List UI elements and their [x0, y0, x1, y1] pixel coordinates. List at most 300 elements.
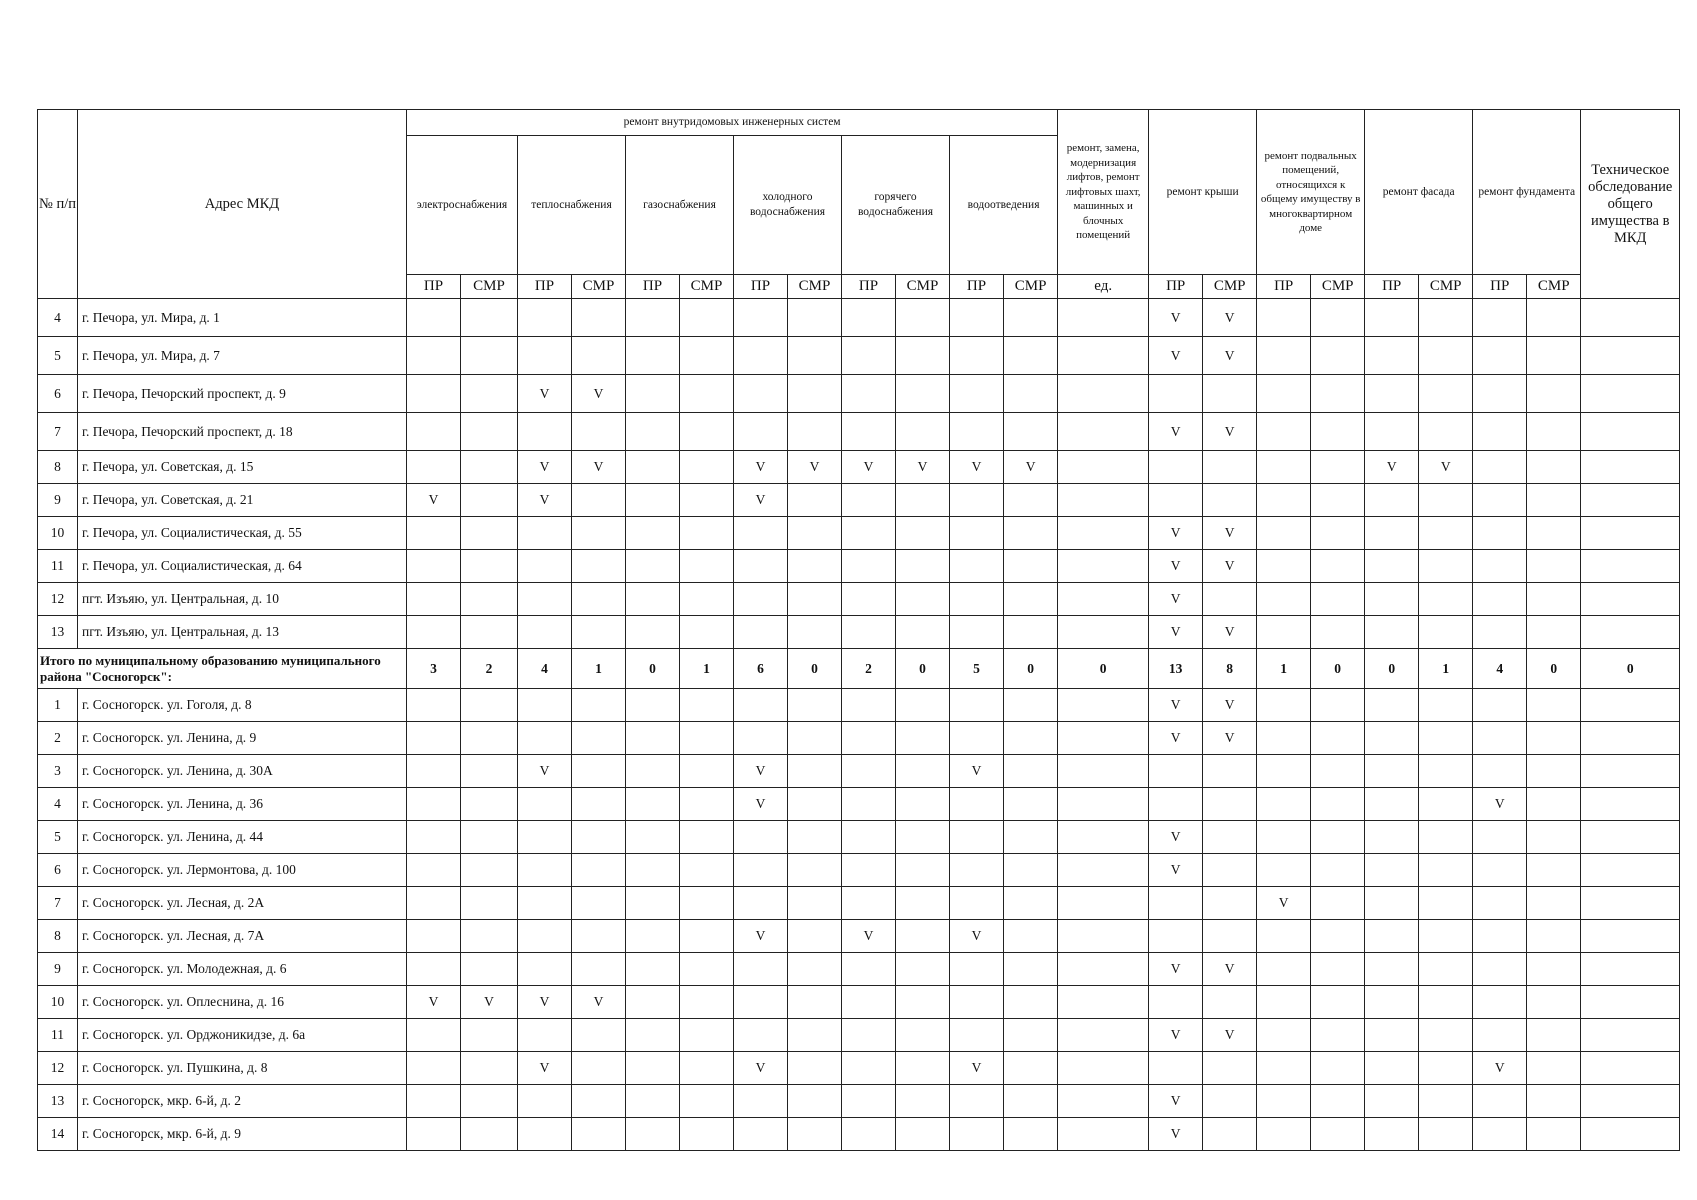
cell-mark: [626, 788, 680, 821]
cell-mark: [1473, 1085, 1527, 1118]
cell-mark: V: [734, 920, 788, 953]
table-row: [38, 953, 1680, 986]
table-row: [38, 517, 1680, 550]
cell-mark: [1473, 755, 1527, 788]
cell-mark: [1419, 1118, 1473, 1151]
cell-mark: [896, 616, 950, 649]
cell-mark: [1311, 413, 1365, 451]
row-number: 1: [38, 689, 78, 722]
subheader-pr: ПР: [407, 275, 461, 299]
cell-mark: [407, 375, 461, 413]
cell-mark: [1419, 1052, 1473, 1085]
row-address: г. Печора, Печорский проспект, д. 18: [78, 413, 407, 451]
cell-mark: [734, 821, 788, 854]
cell-mark: [572, 299, 626, 337]
cell-mark: [734, 986, 788, 1019]
cell-mark: [1257, 616, 1311, 649]
total-value: 3: [407, 649, 461, 689]
cell-mark: [788, 953, 842, 986]
cell-mark: [1058, 788, 1149, 821]
cell-mark: [1419, 722, 1473, 755]
cell-mark: [518, 689, 572, 722]
cell-mark: [1004, 616, 1058, 649]
cell-mark: [1581, 854, 1680, 887]
cell-mark: [626, 299, 680, 337]
header-inspection: Техническое обследование общего имущества в МКД: [1581, 110, 1680, 299]
cell-mark: V: [1203, 413, 1257, 451]
cell-mark: [1419, 986, 1473, 1019]
cell-mark: [896, 722, 950, 755]
row-number: 4: [38, 299, 78, 337]
cell-mark: [1149, 451, 1203, 484]
cell-mark: V: [1419, 451, 1473, 484]
cell-mark: [788, 583, 842, 616]
cell-mark: [788, 788, 842, 821]
cell-mark: [1419, 375, 1473, 413]
cell-mark: [626, 1085, 680, 1118]
cell-mark: [842, 788, 896, 821]
cell-mark: [1257, 337, 1311, 375]
cell-mark: [407, 583, 461, 616]
total-value: 1: [1419, 649, 1473, 689]
cell-mark: [1581, 451, 1680, 484]
cell-mark: [1419, 583, 1473, 616]
cell-mark: V: [734, 755, 788, 788]
cell-mark: [896, 484, 950, 517]
cell-mark: V: [1004, 451, 1058, 484]
subheader-pr: ПР: [1149, 275, 1203, 299]
cell-mark: V: [518, 484, 572, 517]
cell-mark: [572, 550, 626, 583]
row-number: 10: [38, 517, 78, 550]
cell-mark: [518, 616, 572, 649]
subheader-pr: ПР: [1365, 275, 1419, 299]
cell-mark: [1257, 755, 1311, 788]
cell-mark: [572, 788, 626, 821]
cell-mark: [1004, 722, 1058, 755]
cell-mark: [461, 337, 518, 375]
cell-mark: [461, 854, 518, 887]
cell-mark: [896, 517, 950, 550]
cell-mark: [1527, 788, 1581, 821]
cell-mark: [407, 788, 461, 821]
cell-mark: [680, 337, 734, 375]
cell-mark: [1203, 854, 1257, 887]
cell-mark: [1257, 583, 1311, 616]
cell-mark: V: [572, 986, 626, 1019]
cell-mark: [1581, 583, 1680, 616]
subheader-pr: ПР: [626, 275, 680, 299]
cell-mark: V: [1149, 821, 1203, 854]
cell-mark: [896, 413, 950, 451]
cell-mark: [788, 517, 842, 550]
cell-mark: [788, 821, 842, 854]
cell-mark: [1203, 583, 1257, 616]
cell-mark: [572, 484, 626, 517]
cell-mark: [1419, 953, 1473, 986]
cell-mark: [1473, 413, 1527, 451]
cell-mark: [788, 616, 842, 649]
cell-mark: [1004, 986, 1058, 1019]
cell-mark: [950, 722, 1004, 755]
cell-mark: [950, 788, 1004, 821]
cell-mark: [1058, 517, 1149, 550]
cell-mark: [842, 854, 896, 887]
cell-mark: [950, 1019, 1004, 1052]
cell-mark: [896, 375, 950, 413]
cell-mark: V: [461, 986, 518, 1019]
cell-mark: [626, 986, 680, 1019]
cell-mark: [572, 517, 626, 550]
cell-mark: [788, 413, 842, 451]
row-address: г. Печора, Печорский проспект, д. 9: [78, 375, 407, 413]
cell-mark: V: [1257, 887, 1311, 920]
cell-mark: [1365, 484, 1419, 517]
cell-mark: [1311, 788, 1365, 821]
cell-mark: V: [734, 788, 788, 821]
cell-mark: [407, 550, 461, 583]
row-number: 11: [38, 1019, 78, 1052]
cell-mark: [1058, 1118, 1149, 1151]
cell-mark: [626, 1118, 680, 1151]
cell-mark: [950, 375, 1004, 413]
table-row: [38, 337, 1680, 375]
cell-mark: [1365, 887, 1419, 920]
cell-mark: [407, 920, 461, 953]
cell-mark: [680, 986, 734, 1019]
cell-mark: [1004, 375, 1058, 413]
cell-mark: [680, 821, 734, 854]
cell-mark: [461, 953, 518, 986]
cell-mark: [1058, 1019, 1149, 1052]
cell-mark: [572, 953, 626, 986]
cell-mark: [1581, 1085, 1680, 1118]
total-value: 0: [626, 649, 680, 689]
total-label: Итого по муниципальному образованию муниципального района "Сосногорск":: [38, 649, 407, 689]
total-value: 5: [950, 649, 1004, 689]
cell-mark: [407, 1052, 461, 1085]
row-number: 8: [38, 920, 78, 953]
cell-mark: [1149, 920, 1203, 953]
cell-mark: [461, 1085, 518, 1118]
cell-mark: [680, 616, 734, 649]
cell-mark: [1203, 1085, 1257, 1118]
header-hot-water: горячего водоснабжения: [842, 136, 950, 275]
table-row: [38, 887, 1680, 920]
cell-mark: [680, 722, 734, 755]
row-number: 2: [38, 722, 78, 755]
cell-mark: [518, 854, 572, 887]
cell-mark: [407, 517, 461, 550]
cell-mark: [1058, 583, 1149, 616]
cell-mark: [626, 413, 680, 451]
cell-mark: [1473, 337, 1527, 375]
cell-mark: V: [518, 986, 572, 1019]
cell-mark: [1473, 451, 1527, 484]
cell-mark: [1311, 920, 1365, 953]
cell-mark: [842, 689, 896, 722]
cell-mark: [518, 722, 572, 755]
cell-mark: [1581, 550, 1680, 583]
row-address: г. Сосногорск. ул. Пушкина, д. 8: [78, 1052, 407, 1085]
cell-mark: [788, 1052, 842, 1085]
cell-mark: [896, 1118, 950, 1151]
cell-mark: [788, 484, 842, 517]
total-value: 1: [572, 649, 626, 689]
total-value: 0: [1365, 649, 1419, 689]
cell-mark: [461, 583, 518, 616]
cell-mark: [1473, 517, 1527, 550]
cell-mark: [1004, 689, 1058, 722]
cell-mark: [1311, 299, 1365, 337]
cell-mark: V: [407, 986, 461, 1019]
cell-mark: [950, 550, 1004, 583]
cell-mark: [1419, 337, 1473, 375]
cell-mark: [1058, 854, 1149, 887]
subheader-smr: СМР: [680, 275, 734, 299]
cell-mark: [518, 953, 572, 986]
header-foundation: ремонт фундамента: [1473, 110, 1581, 275]
cell-mark: [950, 484, 1004, 517]
cell-mark: [950, 821, 1004, 854]
cell-mark: V: [1473, 1052, 1527, 1085]
table-row: [38, 413, 1680, 451]
table-row: [38, 920, 1680, 953]
cell-mark: V: [1149, 583, 1203, 616]
header-lifts: ремонт, замена, модернизация лифтов, ремонт лифтовых шахт, машинных и блочных помещений: [1058, 110, 1149, 275]
cell-mark: [1365, 375, 1419, 413]
cell-mark: [1058, 484, 1149, 517]
cell-mark: [842, 550, 896, 583]
cell-mark: [734, 517, 788, 550]
cell-mark: [680, 1118, 734, 1151]
cell-mark: [788, 1118, 842, 1151]
cell-mark: [1004, 550, 1058, 583]
cell-mark: [680, 1019, 734, 1052]
cell-mark: [896, 550, 950, 583]
cell-mark: [461, 299, 518, 337]
cell-mark: [407, 451, 461, 484]
cell-mark: V: [842, 451, 896, 484]
cell-mark: [842, 583, 896, 616]
cell-mark: [461, 616, 518, 649]
table-row: [38, 1118, 1680, 1151]
cell-mark: [1419, 755, 1473, 788]
cell-mark: [1149, 755, 1203, 788]
cell-mark: [1004, 517, 1058, 550]
cell-mark: [788, 689, 842, 722]
cell-mark: [1311, 484, 1365, 517]
cell-mark: [1004, 1052, 1058, 1085]
cell-mark: [1149, 484, 1203, 517]
table-row: [38, 616, 1680, 649]
cell-mark: [842, 953, 896, 986]
cell-mark: V: [1203, 517, 1257, 550]
cell-mark: [1203, 986, 1257, 1019]
cell-mark: [1527, 722, 1581, 755]
cell-mark: [1527, 920, 1581, 953]
cell-mark: [896, 755, 950, 788]
cell-mark: [1004, 583, 1058, 616]
cell-mark: [680, 299, 734, 337]
row-address: г. Сосногорск. ул. Ленина, д. 9: [78, 722, 407, 755]
total-value: 0: [1311, 649, 1365, 689]
cell-mark: [1004, 920, 1058, 953]
row-address: г. Сосногорск. ул. Лермонтова, д. 100: [78, 854, 407, 887]
cell-mark: [842, 484, 896, 517]
total-value: 0: [896, 649, 950, 689]
cell-mark: [1527, 755, 1581, 788]
cell-mark: [1311, 887, 1365, 920]
cell-mark: [680, 887, 734, 920]
cell-mark: [1004, 953, 1058, 986]
cell-mark: [1419, 887, 1473, 920]
cell-mark: [1473, 375, 1527, 413]
cell-mark: [1257, 1085, 1311, 1118]
cell-mark: [1473, 953, 1527, 986]
cell-mark: [1473, 550, 1527, 583]
cell-mark: V: [518, 1052, 572, 1085]
cell-mark: [518, 887, 572, 920]
cell-mark: [734, 550, 788, 583]
row-address: г. Сосногорск. ул. Лесная, д. 7А: [78, 920, 407, 953]
row-address: г. Сосногорск, мкр. 6-й, д. 2: [78, 1085, 407, 1118]
cell-mark: [572, 1118, 626, 1151]
cell-mark: [407, 1118, 461, 1151]
cell-mark: [626, 517, 680, 550]
cell-mark: [1004, 1085, 1058, 1118]
cell-mark: [1203, 1052, 1257, 1085]
cell-mark: [1004, 1019, 1058, 1052]
total-value: 0: [1058, 649, 1149, 689]
cell-mark: [407, 821, 461, 854]
cell-mark: [626, 337, 680, 375]
cell-mark: [572, 413, 626, 451]
table-row: [38, 986, 1680, 1019]
cell-mark: [680, 375, 734, 413]
cell-mark: [1581, 986, 1680, 1019]
row-address: г. Печора, ул. Мира, д. 1: [78, 299, 407, 337]
cell-mark: [407, 1019, 461, 1052]
cell-mark: [1311, 1052, 1365, 1085]
cell-mark: [1058, 299, 1149, 337]
cell-mark: [1419, 821, 1473, 854]
cell-mark: [842, 986, 896, 1019]
cell-mark: [1365, 1118, 1419, 1151]
cell-mark: [842, 517, 896, 550]
cell-mark: [734, 1085, 788, 1118]
cell-mark: [734, 375, 788, 413]
cell-mark: V: [1203, 1019, 1257, 1052]
cell-mark: [626, 722, 680, 755]
table-row: [38, 788, 1680, 821]
cell-mark: [1058, 755, 1149, 788]
cell-mark: [950, 1118, 1004, 1151]
cell-mark: V: [896, 451, 950, 484]
cell-mark: [626, 375, 680, 413]
cell-mark: [1527, 451, 1581, 484]
cell-mark: [734, 616, 788, 649]
cell-mark: [1311, 1118, 1365, 1151]
cell-mark: [1311, 616, 1365, 649]
subheader-pr: ПР: [1257, 275, 1311, 299]
cell-mark: [1581, 953, 1680, 986]
cell-mark: V: [1149, 689, 1203, 722]
cell-mark: [842, 887, 896, 920]
cell-mark: V: [407, 484, 461, 517]
total-value: 0: [788, 649, 842, 689]
cell-mark: [734, 953, 788, 986]
cell-mark: [1004, 299, 1058, 337]
cell-mark: [572, 583, 626, 616]
cell-mark: [1257, 1019, 1311, 1052]
cell-mark: [1311, 953, 1365, 986]
total-value: 0: [1004, 649, 1058, 689]
row-address: г. Сосногорск. ул. Лесная, д. 2А: [78, 887, 407, 920]
cell-mark: [1257, 1052, 1311, 1085]
cell-mark: [518, 1118, 572, 1151]
total-value: 13: [1149, 649, 1203, 689]
cell-mark: [407, 337, 461, 375]
cell-mark: [1311, 583, 1365, 616]
cell-mark: [1581, 821, 1680, 854]
cell-mark: [572, 821, 626, 854]
cell-mark: [572, 722, 626, 755]
cell-mark: [1365, 1052, 1419, 1085]
cell-mark: [896, 920, 950, 953]
cell-mark: [518, 517, 572, 550]
cell-mark: [1527, 689, 1581, 722]
cell-mark: [626, 1019, 680, 1052]
cell-mark: [1365, 986, 1419, 1019]
cell-mark: [461, 788, 518, 821]
cell-mark: [842, 299, 896, 337]
cell-mark: V: [950, 920, 1004, 953]
cell-mark: V: [572, 451, 626, 484]
row-number: 13: [38, 1085, 78, 1118]
cell-mark: [461, 451, 518, 484]
cell-mark: [572, 854, 626, 887]
cell-mark: [950, 854, 1004, 887]
cell-mark: [788, 1085, 842, 1118]
row-address: г. Сосногорск. ул. Гоголя, д. 8: [78, 689, 407, 722]
cell-mark: [842, 821, 896, 854]
row-address: пгт. Изъяю, ул. Центральная, д. 10: [78, 583, 407, 616]
cell-mark: [1257, 920, 1311, 953]
cell-mark: [788, 920, 842, 953]
cell-mark: [734, 887, 788, 920]
cell-mark: [407, 722, 461, 755]
row-number: 9: [38, 484, 78, 517]
row-number: 14: [38, 1118, 78, 1151]
table-row: [38, 299, 1680, 337]
row-number: 6: [38, 375, 78, 413]
cell-mark: [1527, 484, 1581, 517]
cell-mark: [1581, 413, 1680, 451]
cell-mark: [1527, 986, 1581, 1019]
cell-mark: [1365, 1085, 1419, 1118]
cell-mark: [1473, 1118, 1527, 1151]
total-value: 2: [842, 649, 896, 689]
subheader-smr: СМР: [1527, 275, 1581, 299]
cell-mark: [461, 887, 518, 920]
row-number: 8: [38, 451, 78, 484]
cell-mark: V: [1149, 517, 1203, 550]
row-address: г. Сосногорск. ул. Орджоникидзе, д. 6а: [78, 1019, 407, 1052]
cell-mark: [461, 920, 518, 953]
cell-mark: [1473, 1019, 1527, 1052]
row-number: 4: [38, 788, 78, 821]
